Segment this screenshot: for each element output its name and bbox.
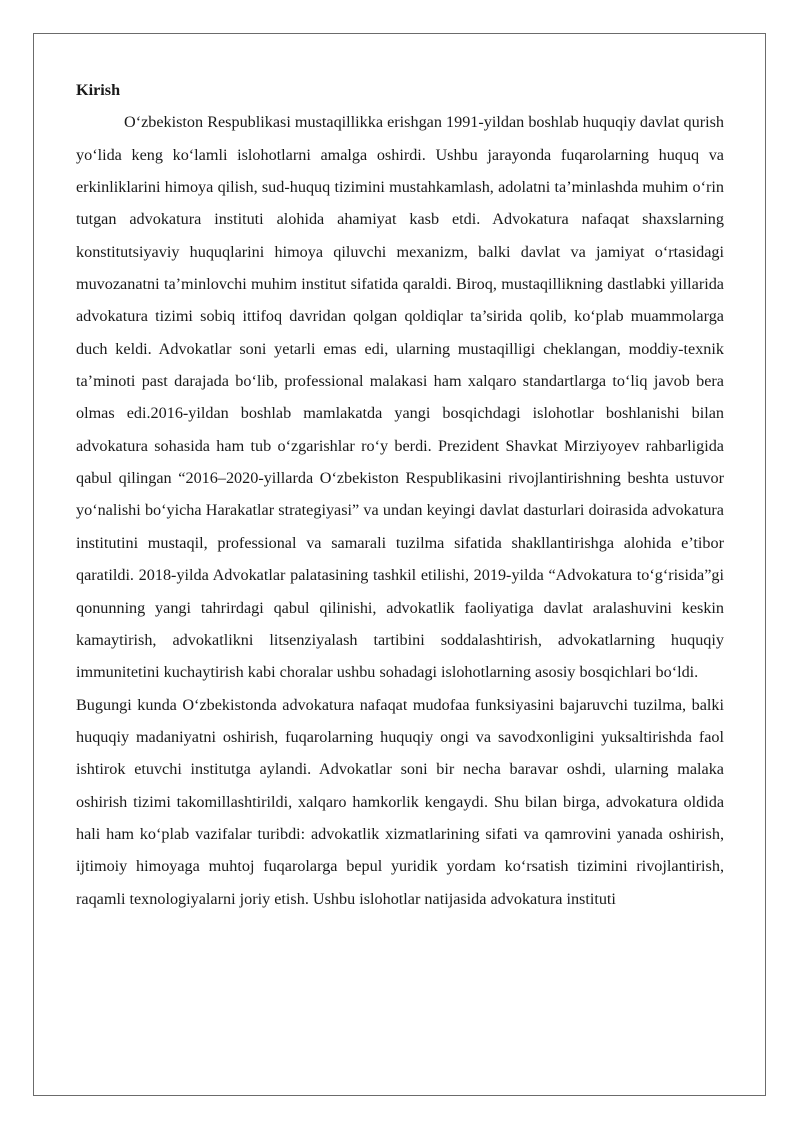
paragraph-1: O‘zbekiston Respublikasi mustaqillikka erishgan 1991-yildan boshlab huquqiy davlat qurish yo‘lida keng ko‘lamli islohotlarni amalga oshirdi. Ushbu jarayonda fuqarolarning huquq va erkinliklarini himoya qilish, sud-huquq tizimini mustahkamlash, adolatni ta’minlashda muhim o‘rin tutgan advokatura instituti alohida ahamiyat kasb etdi. Advokatura nafaqat shaxslarning konstitutsiyaviy huquqlarini himoya qiluvchi mexanizm, balki davlat va jamiyat o‘rtasidagi muvozanatni ta’minlovchi muhim institut sifatida qaraldi. Biroq, mustaqillikning dastlabki yillarida advokatura tizimi sobiq ittifoq davridan qolgan qoldiqlar ta’sirida qolib, ko‘plab muammolarga duch keldi. Advokatlar soni yetarli emas edi, ularning mustaqilligi cheklangan, moddiy-texnik ta’minoti past darajada bo‘lib, professional malakasi ham xalqaro standartlarga to‘liq javob bera olmas edi.2016-yildan boshlab mamlakatda yangi bosqichdagi islohotlar boshlanishi bilan advokatura sohasida ham tub o‘zgarishlar ro‘y berdi. Prezident Shavkat Mirziyoyev rahbarligida qabul qilingan “2016–2020-yillarda O‘zbekiston Respublikasini rivojlantirishning beshta ustuvor yo‘nalishi bo‘yicha Harakatlar strategiyasi” va undan keyingi davlat dasturlari doirasida advokatura institutini mustaqil, professional va samarali tuzilma sifatida shakllantirishga alohida e’tibor qaratildi. 2018-yilda Advokatlar palatasining tashkil etilishi, 2019-yilda “Advokatura to‘g‘risida”gi qonunning yangi tahrirdagi qabul qilinishi, advokatlik faoliyatiga davlat aralashuvini keskin kamaytirish, advokatlikni litsenziyalash tartibini soddalashtirish, advokatlarning huquqiy immunitetini kuchaytirish kabi choralar ushbu sohadagi islohotlarning asosiy bosqichlari bo‘ldi.: [76, 113, 724, 682]
section-heading: Kirish: [76, 81, 121, 99]
document-body: [76, 74, 724, 915]
paragraph-2: Bugungi kunda O‘zbekistonda advokatura nafaqat mudofaa funksiyasini bajaruvchi tuzilma, balki huquqiy madaniyatni oshirish, fuqarolarning huquqiy ongi va savodxonligini yuksaltirishda faol ishtirok etuvchi institutga aylandi. Advokatlar soni bir necha baravar oshdi, ularning malaka oshirish tizimi takomillashtirildi, xalqaro hamkorlik kengaydi. Shu bilan birga, advokatura oldida hali ham ko‘plab vazifalar turibdi: advokatlik xizmatlarining sifati va qamrovini yanada oshirish, ijtimoiy himoyaga muhtoj fuqarolarga bepul yuridik yordam ko‘rsatish tizimini rivojlantirish, raqamli texnologiyalarni joriy etish. Ushbu islohotlar natijasida advokatura instituti: [76, 695, 724, 908]
